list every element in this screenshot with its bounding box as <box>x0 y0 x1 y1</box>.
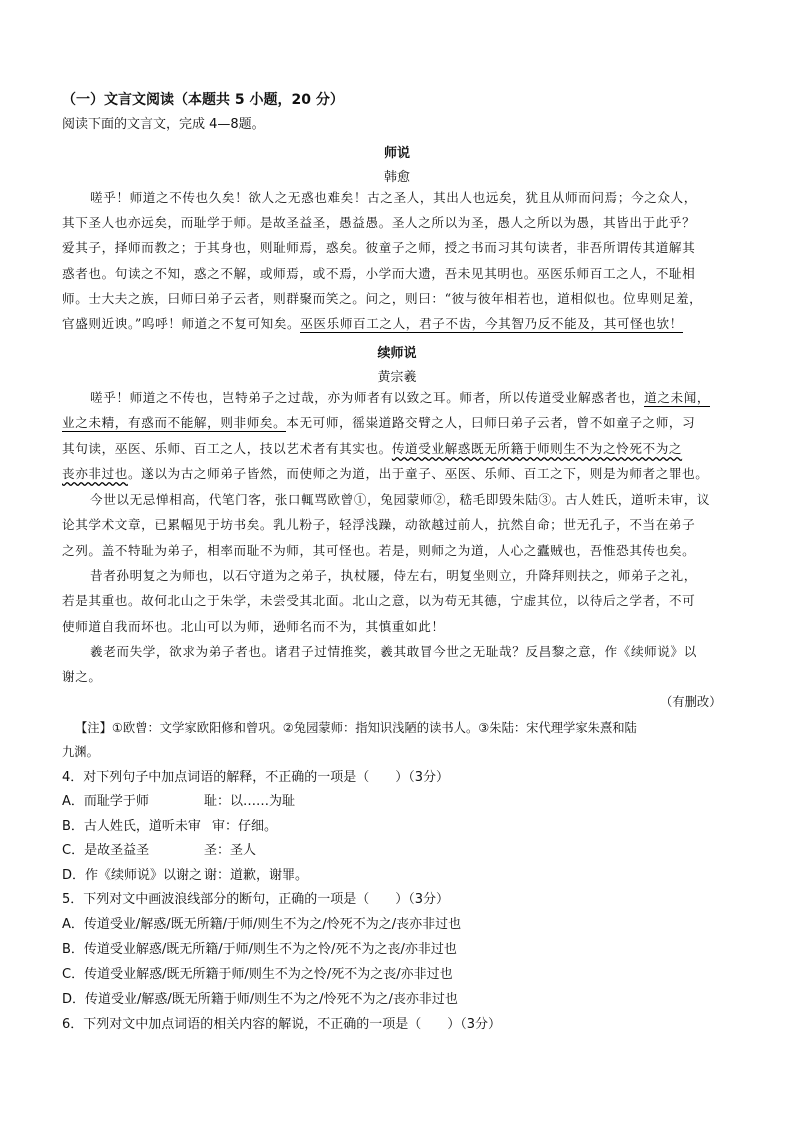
passage2-line: 今世以无忌惮相高，代笔门客，张口輒骂欧曾①，兔园蒙师②，嵇毛即毁朱陆③。古人姓氏，道听未审，议 <box>90 492 711 507</box>
question-4-option-c <box>62 839 256 858</box>
passage1-line <box>62 316 683 332</box>
section-heading: （一）文言文阅读（本题共 5 小题，20 分） <box>62 92 344 108</box>
passage1-title: 师说 <box>383 146 410 161</box>
passage2-line: 之列。盖不特耻为弟子，相率而耻不为师，其可怪也。若是，则师之为道，人心之蠹贼也，吾惟恐其传也矣。 <box>62 543 696 558</box>
underlined-sentence: 业之未精，有惑而不能解，则非师矣。 <box>62 415 287 430</box>
option-sentence: D．作《续师说》以谢之 <box>62 868 203 883</box>
passage2-line: 羲老而失学，欲求为弟子者也。诸君子过情推奖，羲其敢冒今世之无耻哉？反昌黎之意，作《续师说》以 <box>90 644 697 659</box>
passage1-line6-plain: 官盛则近谀。”呜呼！师道之不复可知矣。 <box>62 316 301 331</box>
passage2-line <box>90 390 710 406</box>
passage2-title: 续师说 <box>377 346 417 361</box>
passage1-line: 爱其子，择师而教之；于其身也，则耻师焉，惑矣。彼童子之师，授之书而习其句读者，非吾所谓传其道解其 <box>62 240 696 255</box>
passage1-line: 师。士大夫之族，曰师曰弟子云者，则群聚而笑之。问之，则曰：“彼与彼年相若也，道相似也。位卑则足羞， <box>62 291 703 306</box>
question-4-option-b <box>62 815 277 834</box>
passage2-line-plain: 。遂以为古之师弟子皆然，而使师之为道，出于童子、巫医、乐师、百工之下，则是为师者之罪也。 <box>127 466 709 481</box>
passage1-author: 韩愈 <box>383 170 410 185</box>
passage1-line: 嗟乎！师道之不传也久矣！欲人之无惑也难矣！古之圣人，其出人也远矣，犹且从师而问焉；今之众人， <box>90 190 697 205</box>
footnote-line: 【注】①欧曾：文学家欧阳修和曾巩。②兔园蒙师：指知识浅陋的读书人。③朱陆：宋代理学家朱熹和陆 <box>75 721 637 735</box>
passage2-line <box>62 415 695 431</box>
passage1-line: 其下圣人也亦远矣，而耻学于师。是故圣益圣，愚益愚。圣人之所以为圣，愚人之所以为愚，其皆出于此乎？ <box>62 215 696 230</box>
wavy-underlined-sentence: 传道受业解惑既无所籍于师则生不为之怜死不为之 <box>391 441 683 456</box>
passage2-line-plain: 其句读，巫医、乐师、百工之人，技以艺术者有其实也。 <box>62 441 392 456</box>
question-6-stem: 6．下列对文中加点词语的相关内容的解说，不正确的一项是（ ）（3分） <box>62 1017 502 1032</box>
option-explanation: 耻：以……为耻 <box>204 794 296 809</box>
question-4-option-a <box>62 790 295 809</box>
option-sentence: A．而耻学于师 <box>62 794 149 809</box>
wavy-underlined-sentence: 丧亦非过也 <box>62 466 128 481</box>
passage2-line: 若是其重也。故何北山之于朱学，未尝受其北面。北山之意，以为苟无其德，宁虚其位，以待后之学者，不可 <box>62 593 696 608</box>
passage2-line-plain: 嗟乎！师道之不传也，岂特弟子之过哉，亦为师者有以致之耳。师者，所以传道受业解惑者也， <box>90 390 645 405</box>
passage2-line: 论其学术文章，已累幅见于坊书矣。乳儿粉子，轻浮浅躁，动欲越过前人，抗然自命；世无孔子，不当在弟子 <box>62 517 696 532</box>
passage1-line: 惑者也。句读之不知，惑之不解，或师焉，或不焉，小学而大遗，吾未见其明也。巫医乐师百工之人，不耻相 <box>62 266 696 281</box>
question-4-option-d <box>62 864 308 883</box>
question-5-option-b: B．传道受业解惑/既无所籍/于师/则生不为之怜/死不为之丧/亦非过也 <box>62 942 457 957</box>
source-note: （有删改） <box>660 695 722 709</box>
passage2-line: 谢之。 <box>62 669 102 684</box>
underlined-sentence: 道之未闻， <box>644 390 711 405</box>
question-5-stem: 5．下列对文中画波浪线部分的断句，正确的一项是（ ）（3分） <box>62 892 450 907</box>
passage2-line-plain: 本无可师，徭粜道路交臂之人，曰师曰弟子云者，曾不如童子之师，习 <box>286 415 696 430</box>
question-5-option-c: C．传道受业解惑/既无所籍于师/则生不为之怜/死不为之丧/亦非过也 <box>62 967 453 982</box>
footnote-line: 九渊。 <box>62 745 99 759</box>
question-4-stem: 4．对下列句子中加点词语的解释，不正确的一项是（ ）（3分） <box>62 770 450 785</box>
passage2-line <box>62 466 709 482</box>
option-sentence: C．是故圣益圣 <box>62 843 150 858</box>
option-explanation: 谢：道歉，谢罪。 <box>204 868 309 883</box>
question-5-option-d: D．传道受业/解惑/既无所籍于师/则生不为之/怜死不为之/丧亦非过也 <box>62 992 458 1007</box>
option-explanation: 圣：圣人 <box>204 843 257 858</box>
option-sentence: B．古人姓氏，道听未审 <box>62 819 201 834</box>
underlined-sentence: 巫医乐师百工之人，君子不齿，今其智乃反不能及，其可怪也欤！ <box>300 316 683 331</box>
section-instruction: 阅读下面的文言文，完成 4—8题。 <box>62 117 265 132</box>
passage2-author: 黄宗羲 <box>377 370 417 385</box>
passage2-line: 昔者孙明复之为师也，以石守道为之弟子，执杖屦，侍左右，明复坐则立，升降拜则扶之，师弟子之礼， <box>90 568 697 583</box>
option-explanation: 审：仔细。 <box>212 819 278 834</box>
passage2-line: 使师道自我而坏也。北山可以为师，逊师名而不为，其慎重如此！ <box>62 619 445 634</box>
passage2-line <box>62 441 682 457</box>
question-5-option-a: A．传道受业/解惑/既无所籍/于师/则生不为之/怜死不为之/丧亦非过也 <box>62 917 462 932</box>
